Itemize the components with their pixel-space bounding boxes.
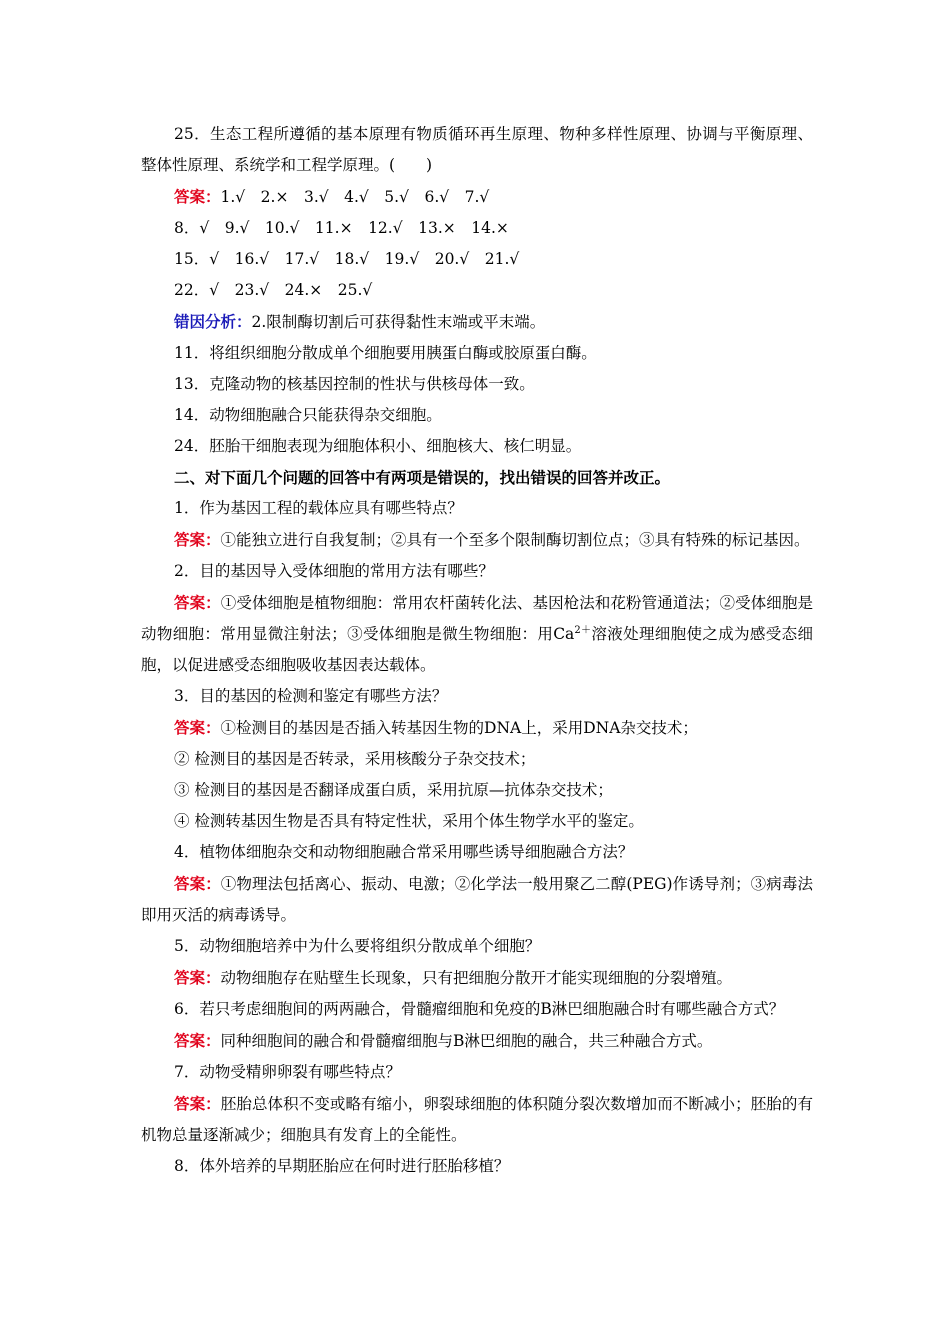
answer-line-1: 答案：1.√ 2.× 3.√ 4.√ 5.√ 6.√ 7.√ bbox=[174, 187, 490, 206]
question-7: 7．动物受精卵卵裂有哪些特点？ bbox=[174, 1063, 401, 1081]
question-1: 1．作为基因工程的载体应具有哪些特点？ bbox=[174, 499, 463, 517]
answer-3: 答案：①检测目的基因是否插入转基因生物的DNA上，采用DNA杂交技术； bbox=[174, 718, 698, 737]
question-5: 5．动物细胞培养中为什么要将组织分散成单个细胞？ bbox=[174, 937, 541, 955]
answer-1: 答案：①能独立进行自我复制；②具有一个至多个限制酶切割位点；③具有特殊的标记基因。 bbox=[174, 530, 810, 549]
error-line-13: 13．克隆动物的核基因控制的性状与供核母体一致。 bbox=[174, 375, 535, 393]
error-label: 错因分析： bbox=[174, 312, 252, 331]
answer-6: 答案：同种细胞间的融合和骨髓瘤细胞与B淋巴细胞的融合，共三种融合方式。 bbox=[174, 1031, 713, 1050]
answer-4: 答案：①物理法包括离心、振动、电激；②化学法一般用聚乙二醇(PEG)作诱导剂；③病毒法即用灭活的病毒诱导。 bbox=[141, 874, 813, 924]
error-line-14: 14．动物细胞融合只能获得杂交细胞。 bbox=[174, 406, 442, 424]
answer-line-4: 22．√ 23.√ 24.× 25.√ bbox=[174, 281, 373, 299]
section-2-title: 二、对下面几个问题的回答中有两项是错误的，找出错误的回答并改正。 bbox=[174, 468, 671, 487]
answer-7: 答案：胚胎总体积不变或略有缩小，卵裂球细胞的体积随分裂次数增加而不断减小；胚胎的有机物总量逐渐减少；细胞具有发育上的全能性。 bbox=[141, 1094, 813, 1144]
error-line-24: 24．胚胎干细胞表现为细胞体积小、细胞核大、核仁明显。 bbox=[174, 437, 582, 455]
answer-2: 答案：①受体细胞是植物细胞：常用农杆菌转化法、基因枪法和花粉管通道法；②受体细胞是动物细胞：常用显微注射法；③受体细胞是微生物细胞：用$Ca^{2+}$溶液处理细胞使之成为感受态细胞，以促进感受态细胞吸收基因表达载体。 bbox=[141, 593, 813, 674]
answer-3-item-2: ② 检测目的基因是否转录，采用核酸分子杂交技术； bbox=[174, 750, 536, 768]
answer-3-item-3: ③ 检测目的基因是否翻译成蛋白质，采用抗原—抗体杂交技术； bbox=[174, 781, 613, 799]
answer-line-2: 8．√ 9.√ 10.√ 11.× 12.√ 13.× 14.× bbox=[174, 219, 509, 237]
question-25: 25．生态工程所遵循的基本原理有物质循环再生原理、物种多样性原理、协调与平衡原理、整体性原理、系统学和工程学原理。( ) bbox=[141, 125, 813, 174]
answer-line-3: 15．√ 16.√ 17.√ 18.√ 19.√ 20.√ 21.√ bbox=[174, 250, 520, 268]
answer-label: 答案： bbox=[174, 187, 221, 206]
answer-3-item-4: ④ 检测转基因生物是否具有特定性状，采用个体生物学水平的鉴定。 bbox=[174, 812, 644, 830]
question-6: 6．若只考虑细胞间的两两融合，骨髓瘤细胞和免疫的B淋巴细胞融合时有哪些融合方式？ bbox=[174, 1000, 785, 1018]
document-body bbox=[141, 119, 813, 1182]
question-3: 3．目的基因的检测和鉴定有哪些方法？ bbox=[174, 687, 448, 705]
answer-5: 答案：动物细胞存在贴壁生长现象，只有把细胞分散开才能实现细胞的分裂增殖。 bbox=[174, 968, 733, 987]
error-analysis: 错因分析：2.限制酶切割后可获得黏性末端或平末端。 bbox=[174, 312, 546, 331]
error-line-11: 11．将组织细胞分散成单个细胞要用胰蛋白酶或胶原蛋白酶。 bbox=[174, 344, 597, 362]
question-4: 4．植物体细胞杂交和动物细胞融合常采用哪些诱导细胞融合方法？ bbox=[174, 843, 634, 861]
question-8: 8．体外培养的早期胚胎应在何时进行胚胎移植？ bbox=[174, 1157, 510, 1175]
question-2: 2．目的基因导入受体细胞的常用方法有哪些？ bbox=[174, 562, 494, 580]
